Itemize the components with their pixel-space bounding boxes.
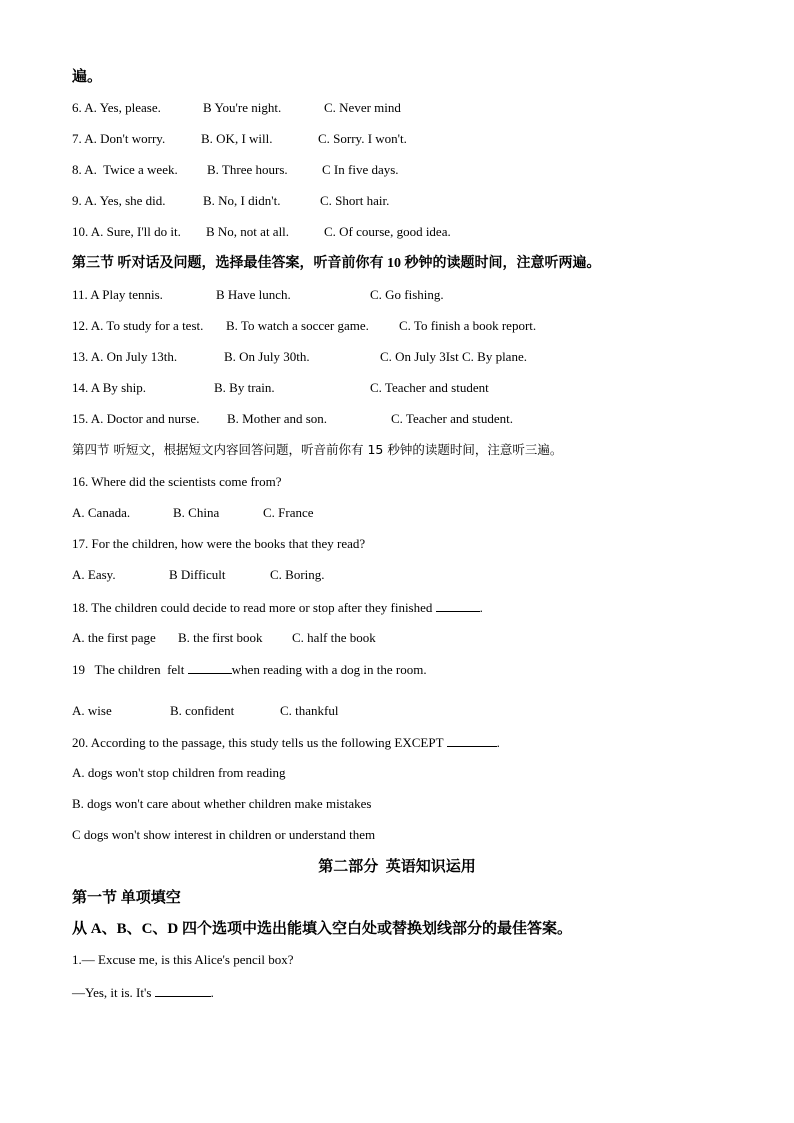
option-a: A. dogs won't stop children from reading xyxy=(72,765,286,780)
option-c: C. On July 3Ist C. By plane. xyxy=(380,349,527,364)
option-b: B. By train. xyxy=(214,380,275,395)
continued-line: 遍。 xyxy=(72,69,103,85)
part-2-title: 第二部分 英语知识运用 xyxy=(318,859,476,875)
option-b: B You're night. xyxy=(203,100,282,115)
option-b: B. Three hours. xyxy=(207,162,288,177)
instructions: 从 A、B、C、D 四个选项中选出能填入空白处或替换划线部分的最佳答案。 xyxy=(72,921,573,937)
answer-blank xyxy=(447,734,497,747)
option-b: B. dogs won't care about whether children make mistakes xyxy=(72,796,372,811)
example-question: 1.— Excuse me, is this Alice's pencil box? xyxy=(72,952,294,967)
answer-blank xyxy=(188,661,232,674)
option-c: C. Never mind xyxy=(324,100,401,115)
option-b: B. To watch a soccer game. xyxy=(226,318,369,333)
option-b: B. confident xyxy=(170,703,235,718)
option-b: B No, not at all. xyxy=(206,224,290,239)
option-c: C. Teacher and student xyxy=(370,380,489,395)
question-18-text: 18. The children could decide to read more or stop after they finished xyxy=(72,600,433,615)
option-a: 8. A. Twice a week. xyxy=(72,162,178,177)
option-c: C dogs won't show interest in children or understand them xyxy=(72,827,376,842)
option-a: 10. A. Sure, I'll do it. xyxy=(72,224,181,239)
answer-blank xyxy=(155,984,211,997)
section-3-heading: 第三节 听对话及问题，选择最佳答案，听音前你有 10 秒钟的读题时间，注意听两遍。 xyxy=(72,256,601,271)
option-b: B Difficult xyxy=(169,567,226,582)
option-b: B. OK, I will. xyxy=(201,131,273,146)
option-a: A. wise xyxy=(72,703,112,718)
option-b: B Have lunch. xyxy=(216,287,291,302)
question-19-text-end: when reading with a dog in the room. xyxy=(231,662,427,677)
option-a: A. the first page xyxy=(72,630,156,645)
option-c: C In five days. xyxy=(322,162,399,177)
answer-blank xyxy=(436,599,480,612)
option-b: B. No, I didn't. xyxy=(203,193,281,208)
option-c: C. Sorry. I won't. xyxy=(318,131,407,146)
option-c: C. Short hair. xyxy=(320,193,390,208)
section-1-heading: 第一节 单项填空 xyxy=(72,890,181,906)
question-17: 17. For the children, how were the books that they read? xyxy=(72,536,366,551)
option-c: C. Of course, good idea. xyxy=(324,224,451,239)
question-16: 16. Where did the scientists come from? xyxy=(72,474,282,489)
option-a: 13. A. On July 13th. xyxy=(72,349,178,364)
option-a: 6. A. Yes, please. xyxy=(72,100,161,115)
option-c: C. thankful xyxy=(280,703,339,718)
option-c: C. To finish a book report. xyxy=(399,318,537,333)
section-4-heading: 第四节 听短文，根据短文内容回答问题，听音前你有 15 秒钟的读题时间，注意听三遍。 xyxy=(72,442,563,457)
option-b: B. China xyxy=(173,505,220,520)
question-18: 18. The children could decide to read more or stop after they finished . xyxy=(72,600,483,615)
option-c: C. half the book xyxy=(292,630,376,645)
option-c: C. France xyxy=(263,505,314,520)
option-c: C. Go fishing. xyxy=(370,287,444,302)
question-19 xyxy=(72,661,427,678)
option-a: 14. A By ship. xyxy=(72,380,147,395)
option-c: C. Teacher and student. xyxy=(391,411,513,426)
option-c: C. Boring. xyxy=(270,567,325,582)
example-answer-text: —Yes, it is. It's xyxy=(72,985,152,1000)
option-a: 12. A. To study for a test. xyxy=(72,318,204,333)
option-a: 15. A. Doctor and nurse. xyxy=(72,411,200,426)
option-b: B. Mother and son. xyxy=(227,411,328,426)
option-b: B. the first book xyxy=(178,630,263,645)
question-20: 20. According to the passage, this study tells us the following EXCEPT . xyxy=(72,735,500,750)
question-20-text: 20. According to the passage, this study tells us the following EXCEPT xyxy=(72,735,444,750)
option-a: 9. A. Yes, she did. xyxy=(72,193,166,208)
example-answer: —Yes, it is. It's . xyxy=(72,985,214,1000)
question-19-text-start: 19 The children felt xyxy=(72,662,185,677)
option-b: B. On July 30th. xyxy=(224,349,310,364)
option-a: A. Easy. xyxy=(72,567,116,582)
option-a: 11. A Play tennis. xyxy=(72,287,163,302)
option-a: 7. A. Don't worry. xyxy=(72,131,166,146)
option-a: A. Canada. xyxy=(72,505,131,520)
